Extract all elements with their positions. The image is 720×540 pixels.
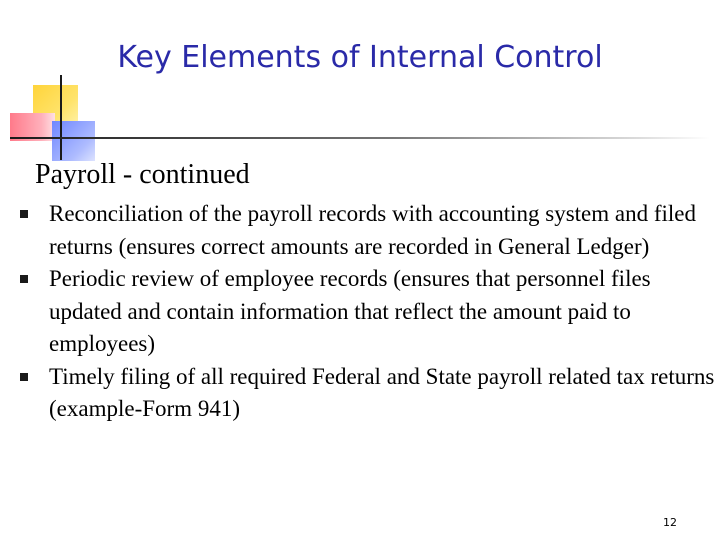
square-bullet-icon	[20, 373, 28, 381]
slide-subtitle: Payroll - continued	[35, 159, 250, 190]
bullet-text: Reconciliation of the payroll records with accounting system and filed returns (ensures correct amounts are recorded in General Ledger)	[49, 201, 697, 259]
bullet-list	[20, 198, 720, 426]
square-bullet-icon	[20, 210, 28, 218]
bullet-item	[20, 263, 720, 361]
title-divider-rule	[10, 137, 710, 139]
bullet-text: Periodic review of employee records (ensures that personnel files updated and contain information that reflect the amount paid to employees)	[49, 266, 651, 356]
bullet-item	[20, 198, 720, 263]
decorative-blue-square	[52, 121, 95, 161]
bullet-item	[20, 361, 720, 426]
slide-title: Key Elements of Internal Control	[117, 40, 603, 75]
bullet-text: Timely filing of all required Federal and State payroll related tax returns (example-Form 941)	[49, 363, 715, 421]
decorative-vertical-rule	[60, 75, 62, 160]
square-bullet-icon	[20, 275, 28, 283]
page-number: 12	[663, 516, 677, 529]
